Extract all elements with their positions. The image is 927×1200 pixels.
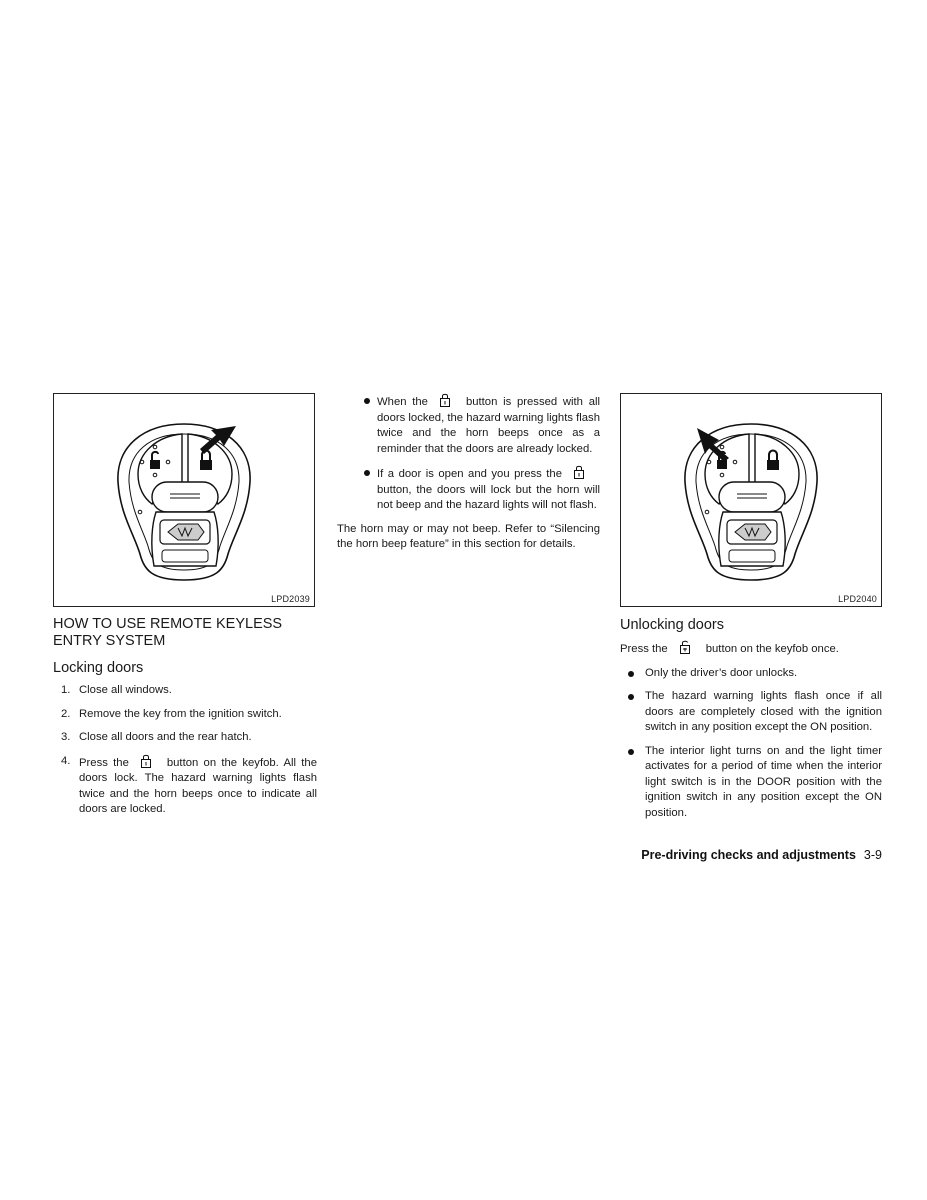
unlock-intro-post: button on the keyfob once. [705, 643, 839, 655]
bullet-dot [364, 470, 370, 476]
keyfob-lock-illustration [54, 394, 316, 608]
step-text: Remove the key from the ignition switch. [79, 707, 282, 720]
left-column [53, 393, 317, 826]
section-title: HOW TO USE REMOTE KEYLESS ENTRY SYSTEM [53, 616, 283, 649]
keyfob-unlock-illustration [621, 394, 883, 608]
bullet-dot [364, 398, 370, 404]
list-item [620, 689, 882, 736]
lock-button-icon [572, 465, 586, 479]
unlock-button-icon [678, 640, 692, 654]
list-item [53, 730, 317, 746]
list-item [53, 754, 317, 818]
step-text-post: button on the keyfob. All the doors lock. The hazard warning lights flash twice and the horn beeps once to indicate all doors are locked. [79, 756, 317, 815]
list-item [53, 707, 317, 723]
unlock-intro [620, 640, 882, 658]
list-item [620, 744, 882, 822]
middle-column [337, 393, 600, 561]
step-text: Close all windows. [79, 684, 172, 696]
page-footer [641, 848, 882, 862]
step-number: 4. [61, 754, 71, 767]
bullet-dot [628, 749, 634, 755]
bullet-text-pre: When the [377, 396, 428, 408]
step-text-pre: Press the [79, 756, 129, 769]
unlocking-doors-title: Unlocking doors [620, 617, 724, 633]
bullet-text-post: button is pressed with all doors locked, the hazard warning lights flash twice and the horn beeps once as a reminder that the doors are already locked. [377, 396, 600, 455]
horn-note: The horn may or may not beep. Refer to “Silencing the horn beep feature” in this section for details. [337, 522, 600, 550]
lock-button-icon [139, 754, 153, 768]
figure-label: LPD2039 [271, 594, 310, 604]
right-column [620, 393, 882, 829]
step-number: 2. [61, 707, 71, 720]
list-item [337, 393, 600, 457]
list-item [53, 683, 317, 699]
locking-doors-title: Locking doors [53, 660, 144, 676]
lock-notes [337, 393, 600, 514]
unlock-notes [620, 666, 882, 822]
step-number: 1. [61, 684, 71, 696]
figure-label: LPD2040 [838, 594, 877, 604]
bullet-text: The hazard warning lights flash once if all doors are completely closed with the ignition switch in any position except the ON position. [645, 690, 882, 733]
bullet-dot [628, 671, 634, 677]
step-text: Close all doors and the rear hatch. [79, 731, 252, 743]
lock-button-icon [438, 393, 452, 407]
bullet-dot [628, 694, 634, 700]
step-number: 3. [61, 731, 71, 743]
footer-title: Pre-driving checks and adjustments [641, 848, 856, 862]
bullet-text: Only the driver’s door unlocks. [645, 666, 798, 679]
keyfob-lock-figure [53, 393, 315, 607]
list-item [337, 465, 600, 514]
list-item [620, 666, 882, 682]
page-number: 3-9 [863, 848, 882, 862]
bullet-text-post: button, the doors will lock but the horn will not beep and the hazard lights will not flash. [377, 483, 600, 511]
bullet-text: The interior light turns on and the light timer activates for a period of time when the interior light switch is in the DOOR position with the ignition switch in any position except the ON position. [645, 744, 882, 819]
bullet-text-pre: If a door is open and you press the [377, 468, 562, 480]
locking-steps [53, 683, 317, 818]
keyfob-unlock-figure [620, 393, 882, 607]
unlock-intro-pre: Press the [620, 643, 668, 655]
